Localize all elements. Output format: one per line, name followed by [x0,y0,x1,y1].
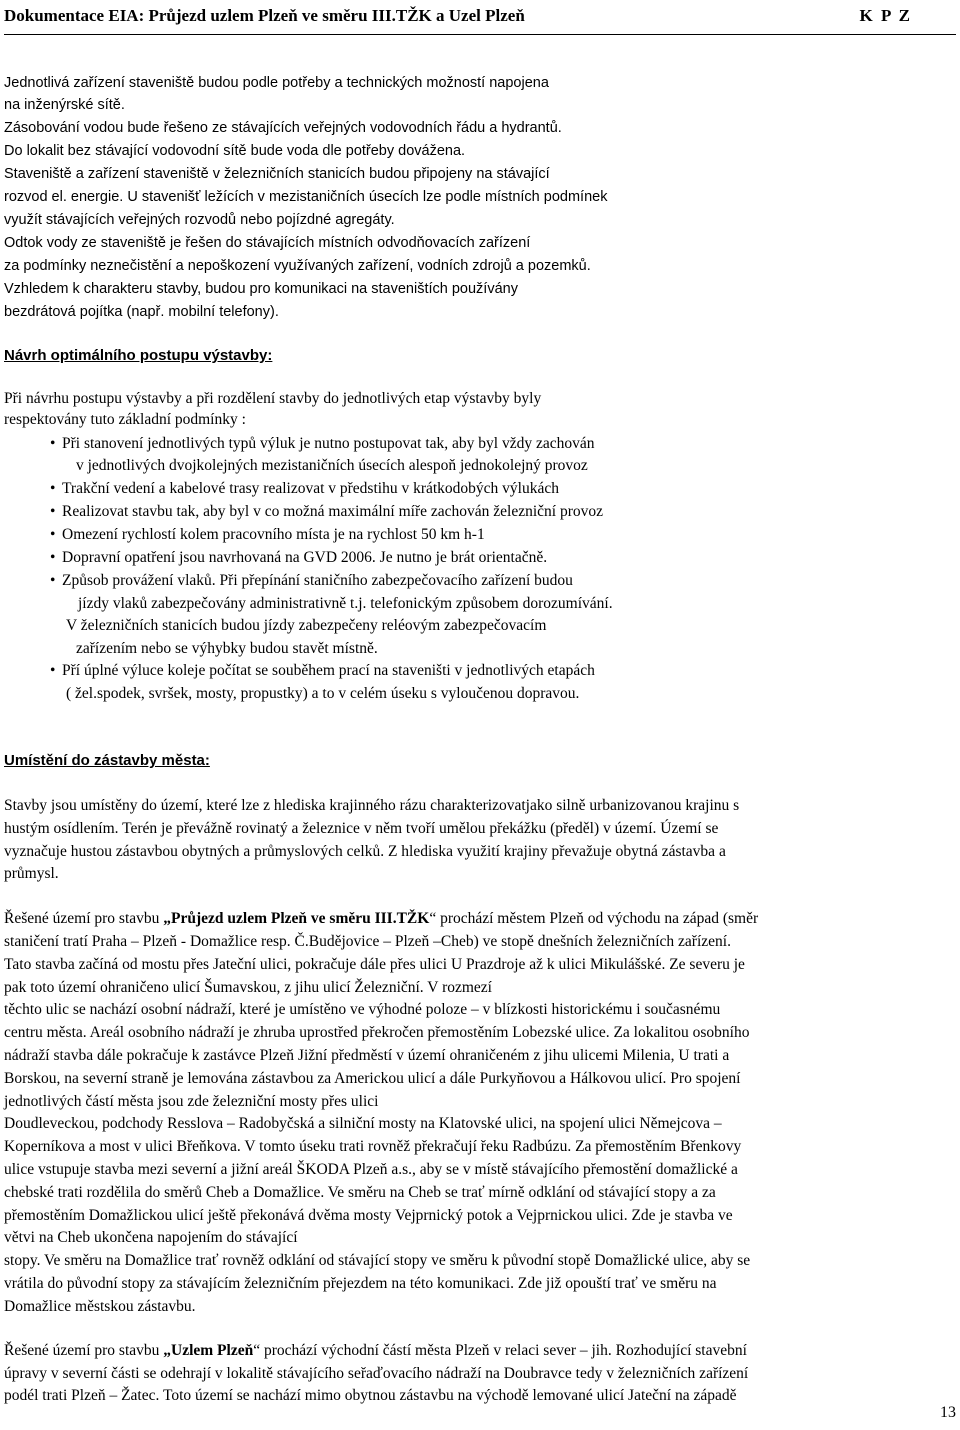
text-line: Stavby jsou umístěny do území, které lze z hlediska krajinného rázu charakterizovatjako silně urbanizovanou krajinu s [4,797,740,814]
text-line: respektovány tuto základní podmínky : [4,411,246,428]
header-title: Dokumentace EIA: Průjezd uzlem Plzeň ve směru III.TŽK a Uzel Plzeň [4,6,525,25]
list-item: • Při stanovení jednotlivých typů výluk je nutno postupovat tak, aby byl vždy zachován [62,433,595,455]
text-line [4,1340,747,1362]
text-line [4,908,758,930]
list-item: • Trakční vedení a kabelové trasy realizovat v předstihu v krátkodobých výlukách [62,478,559,500]
text-run: “ prochází městem Plzeň od východu na západ (směr [429,910,759,927]
list-item-continuation: v jednotlivých dvojkolejných mezistaničních úsecích alespoň jednokolejný provoz [76,457,588,474]
list-item: • Pří úplné výluce koleje počítat se souběhem prací na staveništi v jednotlivých etapách [62,660,595,682]
text-line: Zásobování vodou bude řešeno ze stávajících veřejných vodovodních řádu a hydrantů. [4,120,562,136]
list-item: • Dopravní opatření jsou navrhovaná na GVD 2006. Je nutno je brát orientačně. [62,547,547,569]
page-number: 13 [940,1404,956,1421]
text-line: staničení tratí Praha – Plzeň - Domažlice resp. Č.Budějovice – Plzeň –Cheb) ve stopě dnešních železničních zařízení. [4,933,731,950]
text-line: Staveniště a zařízení staveniště v železničních stanicích budou připojeny na stávající [4,166,550,182]
text-line: vyznačuje hustou zástavbou obytných a průmyslových celků. Z hlediska využití krajiny převažuje obytná zástavba a [4,843,726,860]
project-name: „Uzlem Plzeň [163,1342,254,1359]
list-item: • Způsob provážení vlaků. Při přepínání staničního zabezpečovacího zařízení budou [62,570,573,592]
text-line: Vzhledem k charakteru stavby, budou pro komunikaci na staveništích používány [4,281,518,297]
text-line: za podmínky neznečistění a nepoškození využívaných zařízení, vodních zdrojů a pozemků. [4,258,591,274]
text-line: větvi na Cheb ukončena napojením do stávající [4,1229,298,1246]
list-item: • Realizovat stavbu tak, aby byl v co možná maximální míře zachován železniční provoz [62,501,603,523]
text-line: Jednotlivá zařízení staveniště budou podle potřeby a technických možností napojena [4,75,549,91]
text-line: využít stávajících veřejných rozvodů nebo pojízdné agregáty. [4,212,395,228]
list-item-continuation: V železničních stanicích budou jízdy zabezpečeny reléovým zabezpečovacím [66,617,547,634]
text-line: Při návrhu postupu výstavby a při rozdělení stavby do jednotlivých etap výstavby byly [4,390,542,407]
list-item-continuation: ( žel.spodek, svršek, mosty, propustky) a to v celém úseku s vyloučenou dopravou. [66,685,580,702]
list-item-continuation: jízdy vlaků zabezpečovány administrativně t.j. telefonickým způsobem dorozumívání. [78,595,613,612]
section-heading-construction: Návrh optimálního postupu výstavby: [4,347,273,364]
header-rule [4,34,956,35]
text-line: Borskou, na severní straně je lemována zástavbou za Americkou ulicí a dále Purkyňovou a Hálkovou ulicí. Pro spojení [4,1070,741,1087]
text-line: chebské trati rozdělila do směrů Cheb a Domažlice. Ve směru na Cheb se trať mírně odklání od stávající stopy a za [4,1184,716,1201]
text-line: úpravy v severní části se odehrají v lokalitě stávajícího seřaďovacího nádraží na Doubravce tedy v železničních zařízení [4,1365,749,1382]
text-line: na inženýrské sítě. [4,97,125,113]
list-item-continuation: zařízením nebo se výhybky budou stavět místně. [76,640,378,657]
text-line: hustým osídlením. Terén je převážně rovinatý a železnice v něm tvoří umělou překážku (předěl) v území. Území se [4,820,719,837]
text-line: stopy. Ve směru na Domažlice trať rovněž odklání od stávající stopy ve směru k původní stopě Domažlické ulice, aby se [4,1252,751,1269]
text-line: podél trati Plzeň – Žatec. Toto území se nachází mimo obytnou zástavbu na východě lemované ulicí Jateční na západě [4,1387,737,1404]
text-line: nádraží stavba dále pokračuje k zastávce Plzeň Jižní předměstí v území ohraničeném z jihu ulicemi Milenia, U trati a [4,1047,730,1064]
text-line: Tato stavba začíná od mostu přes Jateční ulici, pokračuje dále přes ulici U Prazdroje až k ulici Mikulášské. Ze severu je [4,956,745,973]
text-line: Koperníkova a most v ulici Břeňkova. V tomto úseku trati rovněž překračují řeku Radbúzu. Za přemostěním Břenkovy [4,1138,742,1155]
header-code: K P Z [859,6,912,25]
text-run: Řešené území pro stavbu [4,910,164,927]
text-line: Do lokalit bez stávající vodovodní sítě bude voda dle potřeby dovážena. [4,143,466,159]
text-line: Odtok vody ze staveniště je řešen do stávajících místních odvodňovacích zařízení [4,235,531,251]
text-line: bezdrátová pojítka (např. mobilní telefony). [4,304,279,320]
text-line: Doudleveckou, podchody Resslova – Radobyčská a silniční mosty na Klatovské ulici, na spojení ulici Němejcova – [4,1115,722,1132]
section-heading-location: Umístění do zástavby města: [4,752,210,769]
text-run: Řešené území pro stavbu [4,1342,164,1359]
text-line: přemostěním Domažlickou ulicí ještě překonává dvěma mosty Vejprnický potok a Vejprnickou ulici. Zde je stavba ve [4,1207,733,1224]
text-line: pak toto území ohraničeno ulicí Šumavskou, z jihu ulicí Železniční. V rozmezí [4,979,492,996]
text-line: ulice vstupuje stavba mezi severní a jižní areál ŠKODA Plzeň a.s., aby se v místě stávajícího přemostění domažlické a [4,1161,738,1178]
page-header [4,6,956,32]
text-line: vrátila do původní stopy za stávajícím železničním přejezdem na této komunikaci. Zde již opouští trať ve směru na [4,1275,717,1292]
text-line: rozvod el. energie. U stavenišť ležících v mezistaničních úsecích lze podle místních podmínek [4,189,608,205]
text-line: průmysl. [4,865,59,882]
text-line: centru města. Areál osobního nádraží je zhruba uprostřed překročen přemostěním Lobezské ulice. Za lokalitou osobního [4,1024,750,1041]
project-name: „Průjezd uzlem Plzeň ve směru III.TŽK [163,910,430,927]
text-line: jednotlivých částí města jsou zde železniční mosty přes ulici [4,1093,379,1110]
text-line: Domažlice městskou zástavbu. [4,1298,196,1315]
text-run: “ prochází východní částí města Plzeň v relaci sever – jih. Rozhodující stavební [253,1342,747,1359]
list-item: • Omezení rychlostí kolem pracovního místa je na rychlost 50 km h-1 [62,524,485,546]
text-line: těchto ulic se nachází osobní nádraží, které je umístěno ve výhodné poloze – v blízkosti historickému i současnému [4,1001,721,1018]
